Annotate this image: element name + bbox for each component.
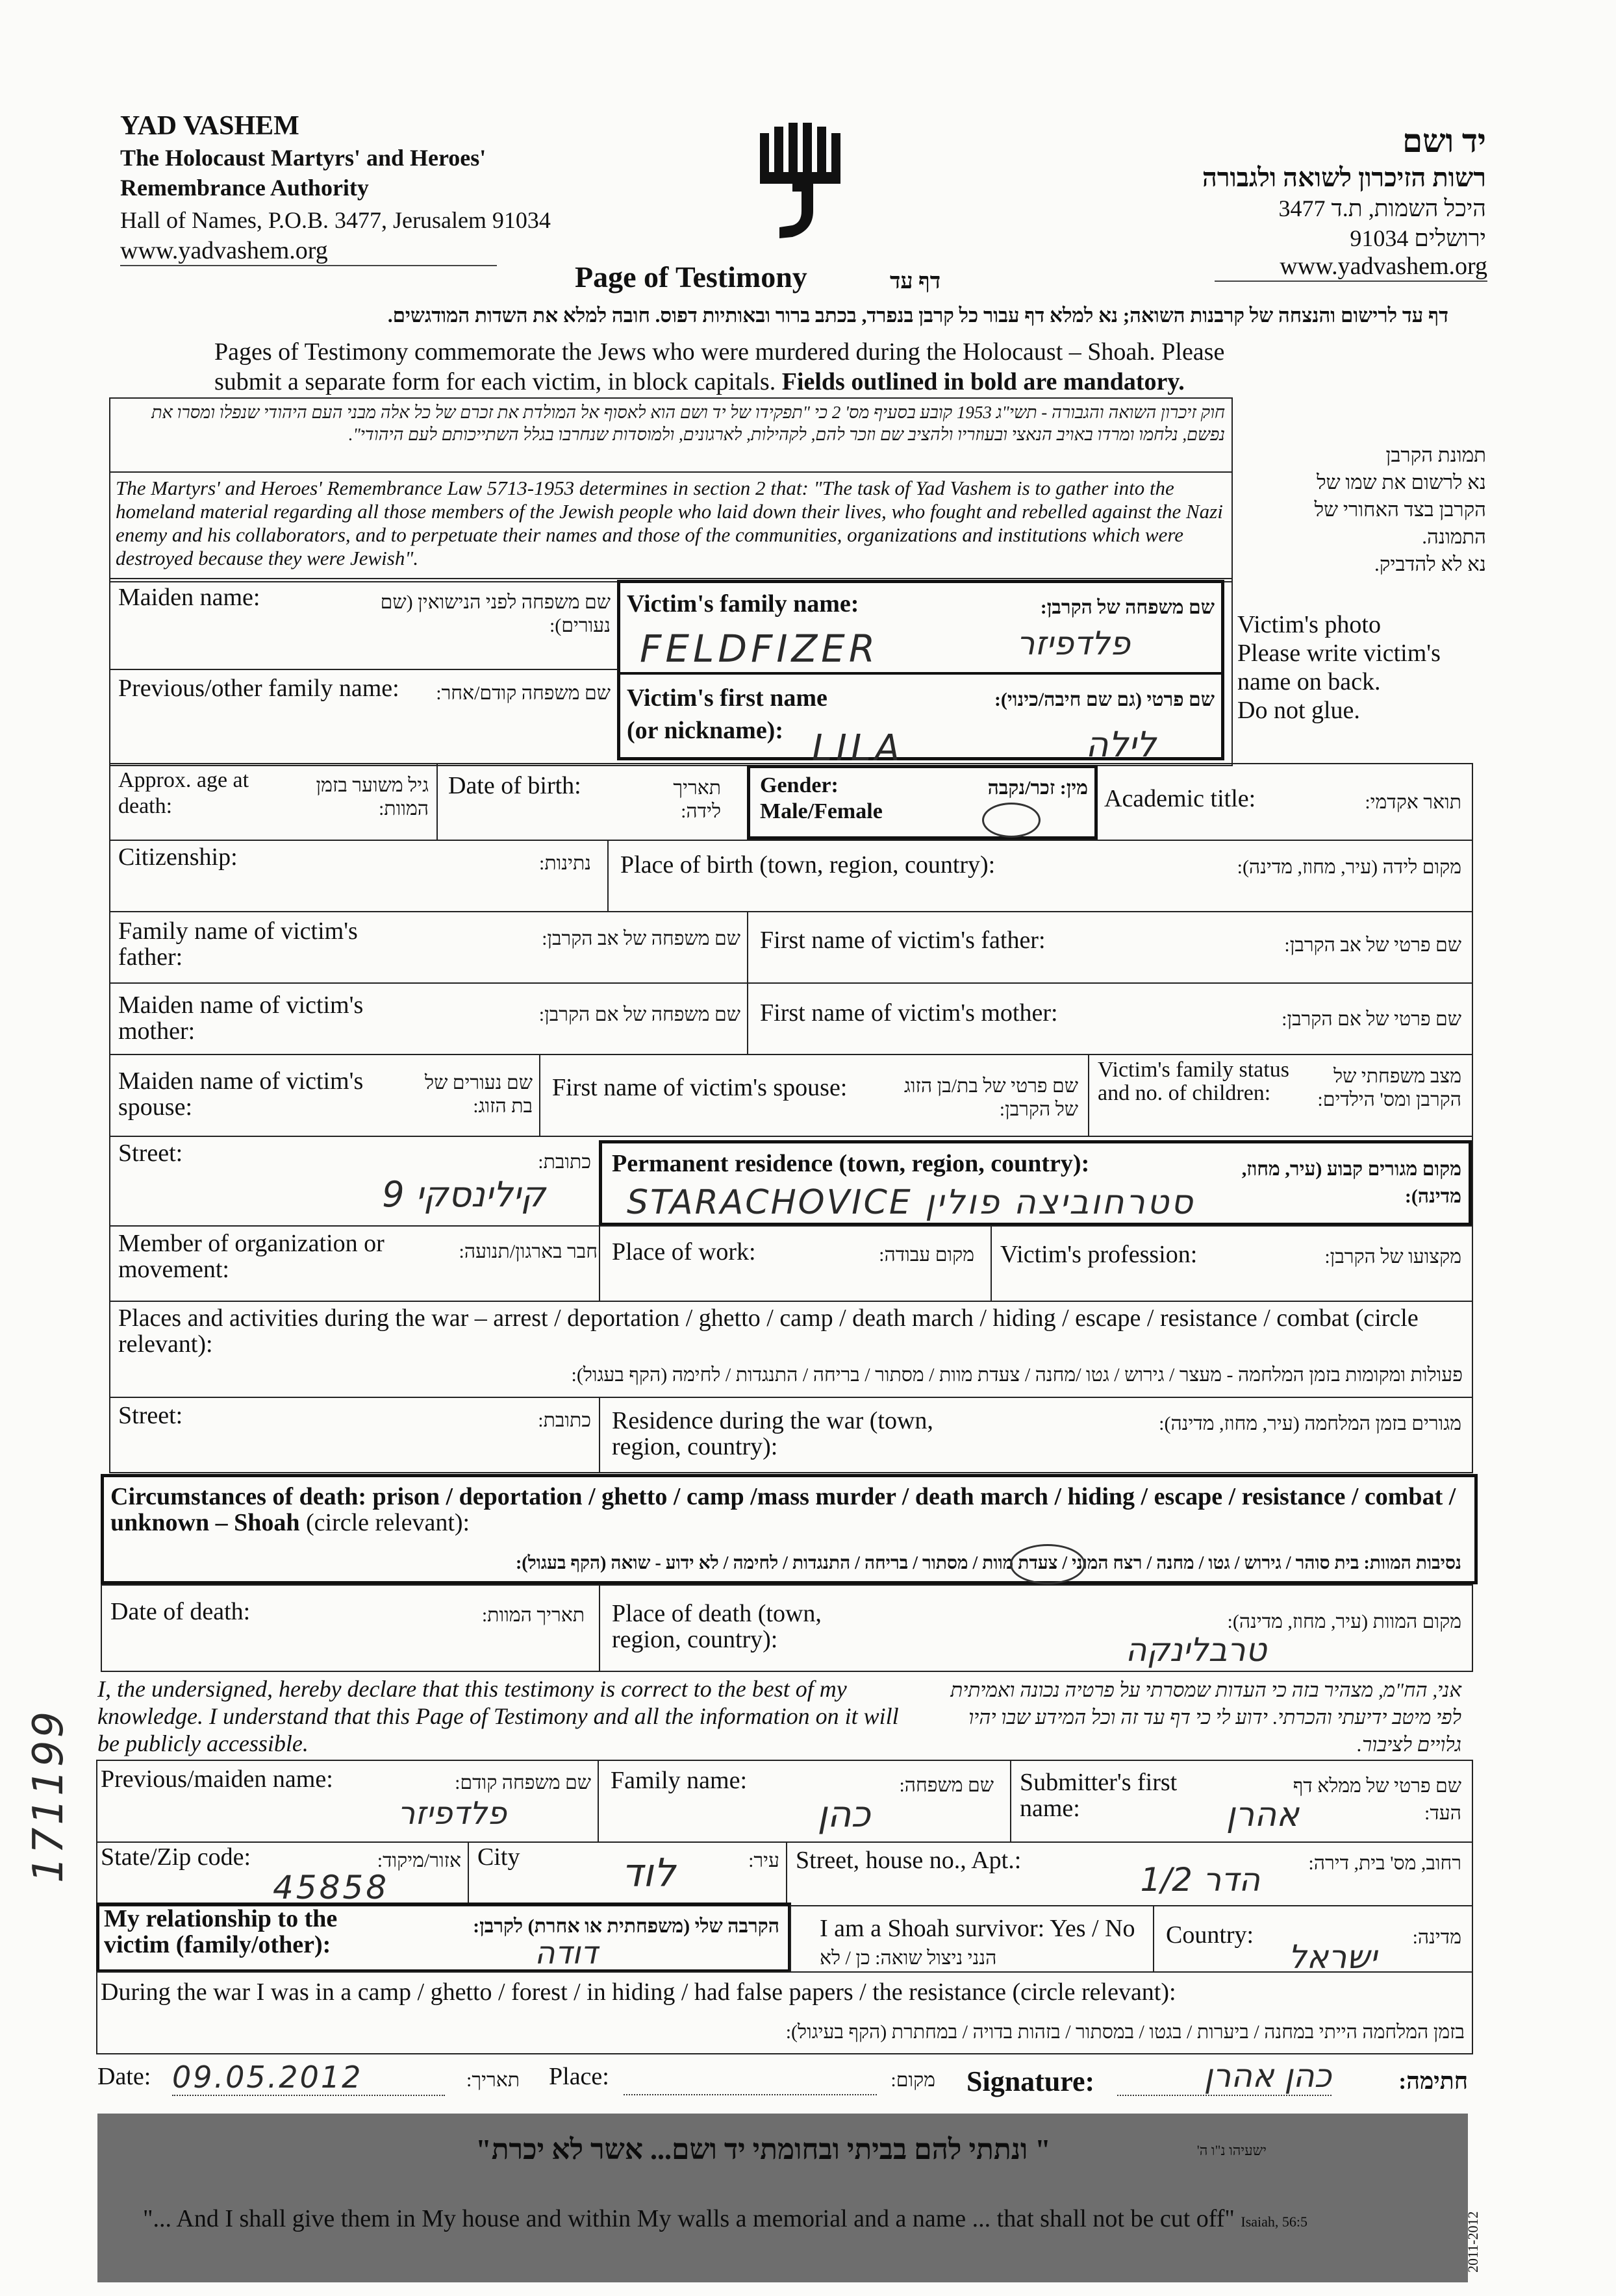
date-label: Date: [97, 2063, 151, 2090]
father-first-label-he: שם פרטי של אב הקרבן: [1284, 934, 1461, 956]
address-he-2: ירושלים 91034 [1350, 225, 1486, 251]
father-family-label-he: שם משפחה של אב הקרבן: [542, 928, 740, 949]
submitter-street-label-he: רחוב, מס' בית, דירה: [1308, 1853, 1461, 1874]
residence-label-he[interactable]: מקום מגורים קבוע (עיר, מחוז, מדינה): [1241, 1158, 1461, 1207]
signature-label: Signature: [966, 2065, 1095, 2097]
spouse-first-label: First name of victim's spouse: [552, 1074, 848, 1101]
survivor-label: I am a Shoah survivor: Yes / No [820, 1915, 1135, 1942]
gender-label-he[interactable]: מין: זכר/נקבה [987, 777, 1088, 799]
submitter-family-value[interactable]: כהן [817, 1793, 870, 1836]
place-field[interactable] [624, 2094, 877, 2095]
father-first-label: First name of victim's father: [760, 927, 1046, 954]
pod-value[interactable]: טרבלינקה [1125, 1631, 1267, 1669]
date-label-he: תאריך: [466, 2069, 520, 2091]
mother-maiden-label: Maiden name of victim's mother: [118, 992, 364, 1045]
survivor-label-he: הנני ניצול שואה: כן / לא [820, 1947, 997, 1969]
country-label-he: מדינה: [1412, 1927, 1461, 1948]
family-status-label-he: מצב משפחתי של הקרבן ומס' הילדים: [1317, 1066, 1461, 1110]
place-label-he: מקום: [890, 2069, 935, 2091]
war-street-label-he: כתובת: [538, 1410, 591, 1431]
intro-en-1: Pages of Testimony commemorate the Jews who were murdered during the Holocaust – Shoah. Please [214, 338, 1225, 366]
website-right[interactable]: www.yadvashem.org [1215, 252, 1487, 282]
family-status-label: Victim's family status and no. of children: [1098, 1058, 1289, 1105]
org-name-he: יד ושם [1402, 123, 1486, 159]
law-en: The Martyrs' and Heroes' Remembrance Law 5713-1953 determines in section 2 that: "The task of Yad Vashem is to gather into the homeland material regarding all those members of the Jewish people who laid down their lives, who fought and rebelled against the Nazi enemy and his collaborators, and to perpetuate their names and those of the communities, organizations and institutions which were destroyed because they were Jewish". [116, 477, 1223, 569]
edition-label: 2011-2012 [1465, 2211, 1481, 2273]
work-label: Place of work: [612, 1238, 756, 1266]
dod-label: Date of death: [110, 1598, 251, 1625]
city-label-he: עיר: [748, 1850, 779, 1871]
address-he-1: היכל השמות, ת.ד 3477 [1278, 195, 1486, 221]
org-name-en: YAD VASHEM [120, 111, 299, 141]
pob-label-he: מקום לידה (עיר, מחוז, מדינה): [1237, 856, 1461, 878]
declaration-he: אני, הח"מ, מצהיר בזה כי העדות שמסרתי על פרטיה נכונה ואמיתית לפי מיטב ידיעתי והכרתי. ידוע לי כי דף עד זה וכל המידע שבו יהיו גלויים לציבור. [950, 1678, 1461, 1756]
dob-label: Date of birth: [448, 772, 581, 799]
org-sub-1: The Holocaust Martyrs' and Heroes' [120, 145, 486, 171]
submitter-family-label-he: שם משפחה: [899, 1775, 994, 1796]
family-name-label: Victim's family name: [627, 590, 859, 618]
submitter-first-value[interactable]: אהרן [1226, 1795, 1299, 1834]
family-name-value[interactable]: FELDFIZER [640, 627, 879, 671]
dob-label-he: תאריך לידה: [673, 777, 721, 822]
law-box [109, 397, 1233, 582]
relationship-label-he[interactable]: הקרבה שלי (משפחתית או אחרת) לקרבן: [473, 1915, 779, 1937]
form-title-he: דף עד [890, 269, 941, 293]
submitter-war-label: During the war I was in a camp / ghetto / forest / in hiding / had false papers / the resistance (circle relevant): [101, 1978, 1176, 2006]
street-label: Street: [118, 1140, 183, 1167]
circumstances-label: Circumstances of death: prison / deportation / ghetto / camp /mass murder / death march / hiding / escape / resistance / combat / unknown – Shoah (circle relevant): [110, 1483, 1456, 1536]
submitter-street-label: Street, house no., Apt.: [796, 1847, 1022, 1874]
zip-value[interactable]: 45858 [273, 1869, 390, 1906]
quote-en: "... And I shall give them in My house and within My walls a memorial and a name ... that shall not be cut off" Isaiah, 56:5 [143, 2205, 1308, 2232]
war-residence-label-he: מגורים בזמן המלחמה (עיר, מחוז, מדינה): [1159, 1413, 1461, 1434]
submitter-prev-label-he: שם משפחה קודם: [455, 1772, 591, 1793]
war-residence-label: Residence during the war (town, region, country): [612, 1407, 933, 1460]
city-value[interactable]: לוד [621, 1851, 675, 1896]
law-he: חוק זיכרון השואה והגבורה - תשי"ג 1953 קובע בסעיף מס' 2 כי "תפקידו של יד ושם הוא לאסוף אל המולדת את זכרם של כל אלה מבני העם היהודי שנפלו ומסרו את נפשם, נלחמו ומרדו באויב הנאצי ובעוזריו ולהציב שם וזכר להם, לקהילות, לארגונים, ולמוסדות שנחרבו בגלל השתייכותם לעם היהודי". [151, 403, 1225, 444]
address-en: Hall of Names, P.O.B. 3477, Jerusalem 91034 [120, 207, 551, 233]
profession-label: Victim's profession: [1000, 1241, 1198, 1268]
quote-he-ref: ישעיהו נ"ו ה' [1196, 2142, 1267, 2158]
submitter-war-label-he: בזמן המלחמה הייתי במחנה / ביערות / בגטו / במסתור / בזהות בדויה / במחתרת (הקף בעיגול): [785, 2021, 1465, 2043]
intro-en-2: submit a separate form for each victim, in block capitals. Fields outlined in bold are mandatory. [214, 368, 1185, 395]
street-value[interactable]: קילינסקי 9 [382, 1174, 546, 1215]
circumstances-label-he[interactable]: נסיבות המוות: בית סוהר / גירוש / גטו / מחנה / רצח המוני / צעדת מוות / מסתור / בריחה / התנגדות / לחימה / לא ידוע - שואה (הקף בעגול): [515, 1553, 1461, 1573]
pod-label-he: מקום המוות (עיר, מחוז, מדינה): [1227, 1611, 1461, 1632]
footer-band [97, 2114, 1468, 2282]
prev-family-label: Previous/other family name: [118, 675, 399, 702]
member-label: Member of organization or movement: [118, 1230, 385, 1283]
place-label: Place: [549, 2063, 609, 2090]
form-title-en: Page of Testimony [575, 260, 807, 293]
relationship-label: My relationship to the victim (family/other): [104, 1905, 338, 1958]
citizenship-label-he: נתינות: [539, 853, 591, 874]
war-activities-label: Places and activities during the war – arrest / deportation / ghetto / camp / death march / hiding / escape / resistance / combat (circle relevant): [118, 1304, 1419, 1358]
mother-maiden-label-he: שם משפחה של אם הקרבן: [538, 1004, 740, 1025]
org-sub-he: רשות הזיכרון לשואה ולגבורה [1202, 163, 1486, 192]
declaration-en: I, the undersigned, hereby declare that this testimony is correct to the best of my knowledge. I understand that this Page of Testimony and all the information on it will be publicly accessible. [97, 1676, 899, 1756]
quote-he: " ונתתי להם בביתי ובחומתי יד ושם... אשר לא יכרת" [475, 2134, 1051, 2165]
member-label-he: חבר בארגון/תנועה: [459, 1241, 598, 1262]
first-name-label-he[interactable]: שם פרטי (גם שם חיבה/כינוי): [994, 689, 1215, 710]
signature-label-he: חתימה: [1398, 2068, 1468, 2094]
family-name-value-he[interactable]: פלדפיזר [1016, 625, 1130, 662]
city-label: City [477, 1843, 520, 1871]
submitter-first-label-he: שם פרטי של ממלא דף העד: [1293, 1775, 1461, 1824]
website-left[interactable]: www.yadvashem.org [120, 236, 497, 266]
country-value[interactable]: ישראל [1288, 1938, 1377, 1976]
gender-label: Gender: Male/Female [760, 773, 883, 823]
work-label-he: מקום עבודה: [879, 1244, 974, 1266]
relationship-value[interactable]: דודה [535, 1935, 598, 1971]
pod-label: Place of death (town, region, country): [612, 1600, 822, 1653]
first-name-value-he[interactable]: לילה [1085, 724, 1156, 765]
profession-label-he: מקצועו של הקרבן: [1324, 1246, 1461, 1267]
submitter-first-label: Submitter's first name: [1020, 1769, 1178, 1822]
circumstances-circle [1010, 1544, 1085, 1584]
submitter-family-label: Family name: [611, 1767, 748, 1794]
pob-label: Place of birth (town, region, country): [620, 851, 996, 879]
spouse-maiden-label-he: שם נעורים של בת הזוג: [425, 1072, 533, 1117]
zip-label: State/Zip code: [101, 1843, 251, 1871]
war-activities-label-he: פעולות ומקומות בזמן המלחמה - מעצר / גירוש / גטו /מחנה / צעדת מוות / מסתור / בריחה / התנגדות / לחימה (הקף בעגול): [571, 1364, 1463, 1386]
submitter-prev-label: Previous/maiden name: [101, 1766, 333, 1793]
mother-first-label-he: שם פרטי של אם הקרבן: [1281, 1008, 1461, 1030]
gender-circle [982, 803, 1041, 838]
citizenship-label: Citizenship: [118, 843, 238, 871]
maiden-name-label: Maiden name: [118, 584, 260, 611]
academic-label: Academic title: [1104, 785, 1256, 812]
age-label-he: גיל משוער בזמן המוות: [316, 775, 429, 819]
prev-family-label-he: שם משפחה קודם/אחר: [436, 682, 611, 704]
residence-value[interactable]: STARACHOVICE סטרחוביצה פולין [627, 1183, 1195, 1222]
intro-he: דף עד לרישום והנצחה של קרבנות השואה; נא למלא דף עבור כל קרבן בנפרד, בכתב ברור ובאותיות דפוס. חובה למלא את השדות המודגשים. [387, 304, 1448, 327]
submitter-street-value[interactable]: הדר 1/2 [1140, 1861, 1260, 1899]
academic-label-he: תואר אקדמי: [1365, 792, 1461, 813]
mother-first-label: First name of victim's mother: [760, 999, 1058, 1027]
margin-id-number: 171199 [25, 1708, 73, 1883]
signature-value[interactable]: כהן אהרן [1117, 2057, 1332, 2096]
age-label: Approx. age at death: [118, 768, 249, 818]
photo-instructions-en: Victim's photo Please write victim's name on back. Do not glue. [1237, 611, 1441, 724]
menorah-logo [753, 120, 851, 243]
maiden-name-label-he: שם משפחה לפני הנישואין (שם נעורים): [380, 592, 611, 636]
spouse-maiden-label: Maiden name of victim's spouse: [118, 1067, 364, 1121]
street-label-he: כתובת: [538, 1151, 591, 1173]
spouse-first-label-he: שם פרטי של בת/בן הזוג של הקרבן: [903, 1075, 1078, 1120]
zip-label-he: אזור/מיקוד: [377, 1850, 461, 1871]
photo-instructions-he: תמונת הקרבן נא לרשום את שמו של הקרבן בצד האחורי של התמונה. נא לא להדביק. [1314, 443, 1486, 575]
residence-label: Permanent residence (town, region, country): [612, 1150, 1090, 1177]
first-name-label: Victim's first name (or nickname): [627, 684, 827, 744]
family-name-label-he[interactable]: שם משפחה של הקרבן: [1040, 597, 1215, 618]
dod-label-he: תאריך המוות: [481, 1604, 585, 1626]
org-sub-2: Remembrance Authority [120, 175, 369, 201]
date-value[interactable]: 09.05.2012 [172, 2060, 445, 2096]
country-label: Country: [1166, 1921, 1254, 1949]
father-family-label: Family name of victim's father: [118, 917, 358, 971]
first-name-value[interactable]: LILA [812, 727, 904, 769]
war-street-label: Street: [118, 1402, 183, 1429]
submitter-prev-value[interactable]: פלדפיזר [398, 1795, 507, 1832]
